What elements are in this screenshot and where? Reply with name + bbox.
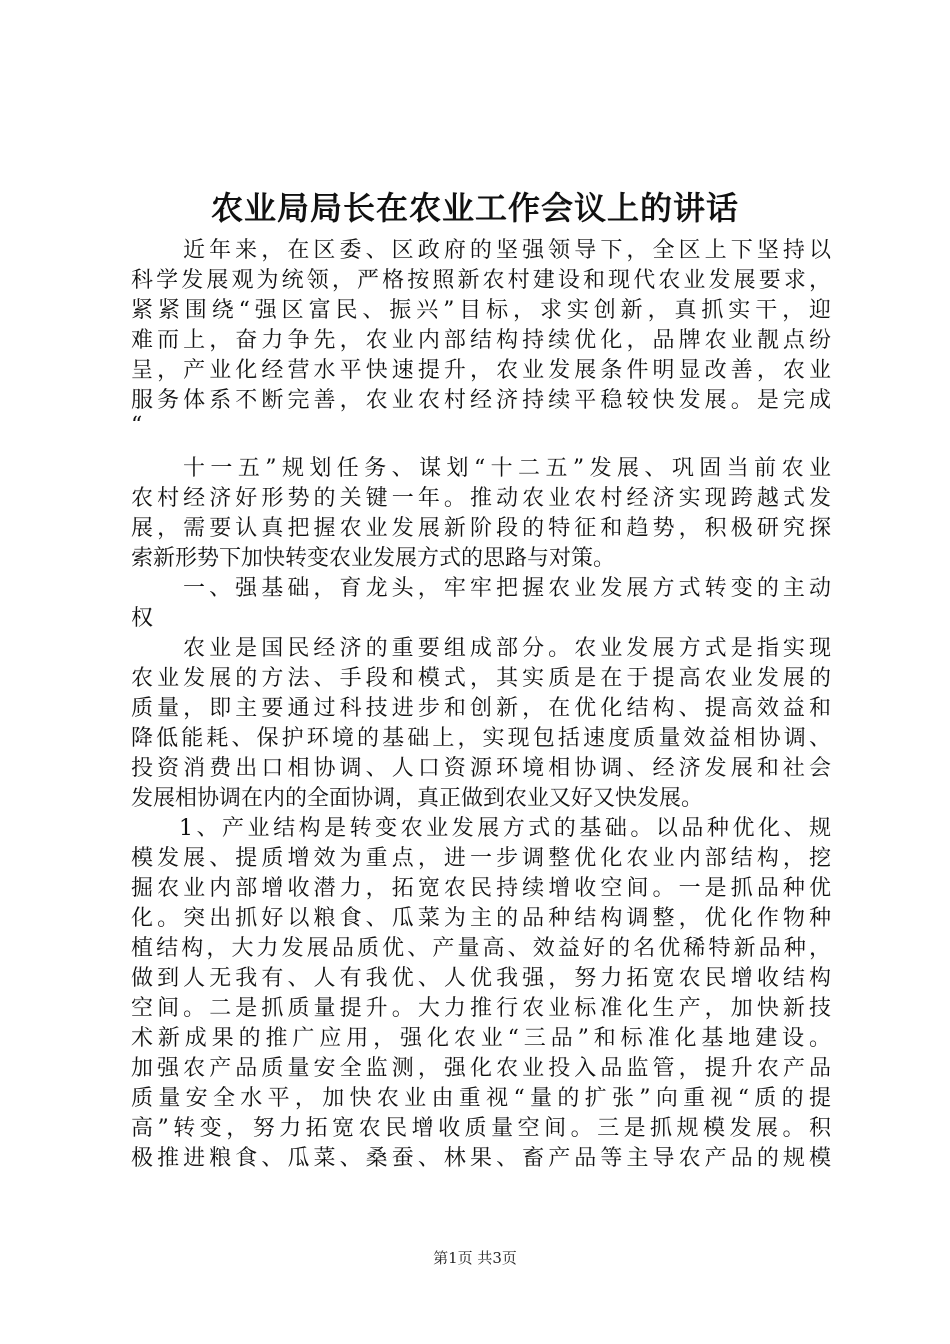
paragraph-line: 空间。二是抓质量提升。大力推行农业标准化生产，加快新技 [131,996,831,1021]
paragraph-line: 质量安全水平，加快农业由重视“量的扩张”向重视“质的提 [131,1086,831,1111]
heading-line: 权 [131,606,154,631]
paragraph-line: 服务体系不断完善，农业农村经济持续平稳较快发展。是完成 [131,388,831,413]
paragraph-line: 加强农产品质量安全监测，强化农业投入品监管，提升农产品 [131,1056,831,1081]
document-body [131,236,831,1174]
paragraph-line: 植结构，大力发展品质优、产量高、效益好的名优稀特新品种， [131,936,831,961]
paragraph-line: 1、产业结构是转变农业发展方式的基础。以品种优化、规 [179,816,831,841]
paragraph-line: 术新成果的推广应用，强化农业“三品”和标准化基地建设。 [131,1026,831,1051]
page-number-footer: 第1页 共3页 [433,1249,517,1267]
paragraph-line: 极推进粮食、瓜菜、桑蚕、林果、畜产品等主导农产品的规模 [131,1146,831,1171]
paragraph-line: 化。突出抓好以粮食、瓜菜为主的品种结构调整，优化作物种 [131,906,831,931]
document-title: 农业局局长在农业工作会议上的讲话 [210,189,739,227]
paragraph-line: 十一五”规划任务、谋划“十二五”发展、巩固当前农业 [183,456,831,481]
paragraph-line: 展，需要认真把握农业发展新阶段的特征和趋势，积极研究探 [131,516,831,541]
paragraph-line: 农村经济好形势的关键一年。推动农业农村经济实现跨越式发 [131,486,831,511]
paragraph-line: 发展相协调在内的全面协调，真正做到农业又好又快发展。 [131,786,704,811]
paragraph-line: 索新形势下加快转变农业发展方式的思路与对策。 [131,546,616,571]
paragraph-line: 掘农业内部增收潜力，拓宽农民持续增收空间。一是抓品种优 [131,876,831,901]
paragraph-line: 呈，产业化经营水平快速提升，农业发展条件明显改善，农业 [131,358,831,383]
paragraph-line: “ [131,413,143,438]
paragraph-line: 农业是国民经济的重要组成部分。农业发展方式是指实现 [183,636,831,661]
paragraph-line: 高”转变，努力拓宽农民增收质量空间。三是抓规模发展。积 [131,1116,831,1141]
paragraph-line: 近年来，在区委、区政府的坚强领导下，全区上下坚持以 [183,238,831,263]
paragraph-line: 科学发展观为统领，严格按照新农村建设和现代农业发展要求， [131,268,831,293]
paragraph-line: 难而上，奋力争先，农业内部结构持续优化，品牌农业靓点纷 [131,328,831,353]
paragraph-line: 质量，即主要通过科技进步和创新，在优化结构、提高效益和 [131,696,831,721]
paragraph-line: 做到人无我有、人有我优、人优我强，努力拓宽农民增收结构 [131,966,831,991]
paragraph-line: 农业发展的方法、手段和模式，其实质是在于提高农业发展的 [131,666,831,691]
heading-line: 一、强基础，育龙头，牢牢把握农业发展方式转变的主动 [183,576,831,601]
paragraph-line: 紧紧围绕“强区富民、振兴”目标，求实创新，真抓实干，迎 [131,298,831,323]
paragraph-line: 投资消费出口相协调、人口资源环境相协调、经济发展和社会 [131,756,831,781]
paragraph-line: 降低能耗、保护环境的基础上，实现包括速度质量效益相协调、 [131,726,831,751]
paragraph-line: 模发展、提质增效为重点，进一步调整优化农业内部结构，挖 [131,846,831,871]
